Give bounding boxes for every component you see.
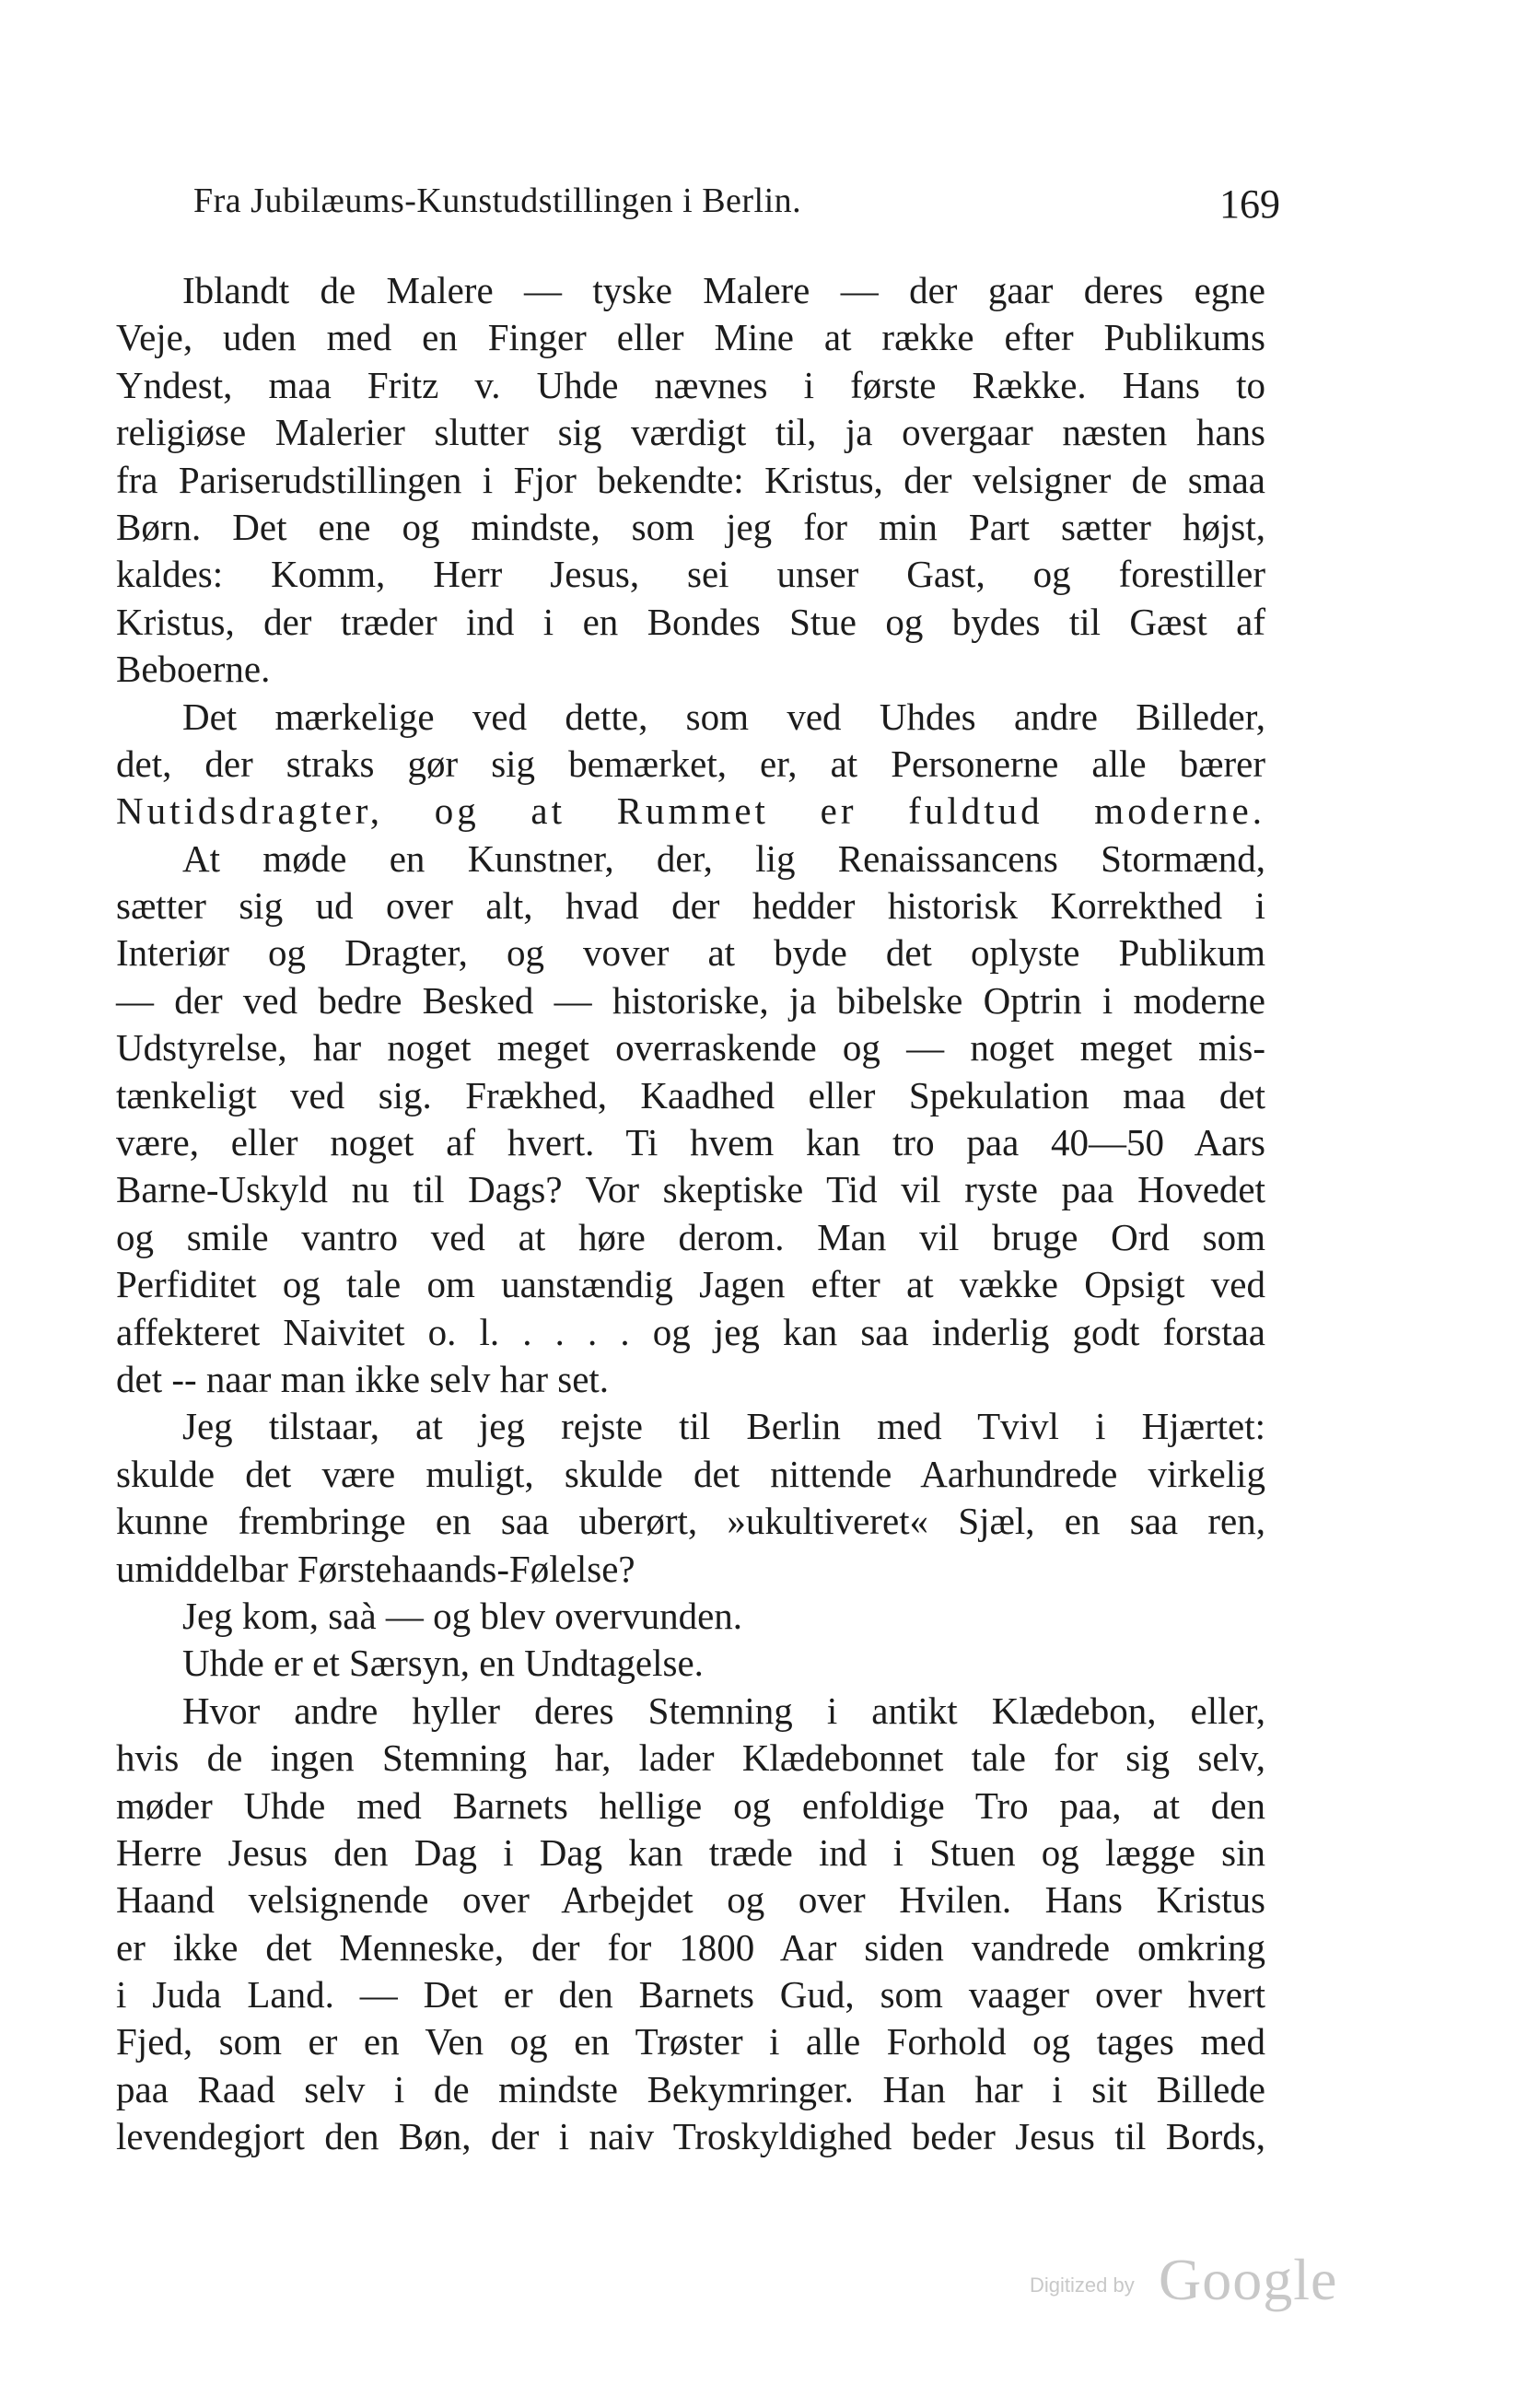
text-line: affekteret Naivitet o. l. . . . . og jeg kan saa inderlig godt forstaa [116,1310,1265,1353]
page-number: 169 [1219,181,1280,227]
text-line: Jeg kom, saà — og blev overvunden. [182,1594,743,1637]
text-line: skulde det være muligt, skulde det nittende Aarhundrede virkelig [116,1452,1265,1495]
text-line: At møde en Kunstner, der, lig Renaissancens Stormænd, [182,836,1265,880]
text-line: kunne frembringe en saa uberørt, »ukultiveret« Sjæl, en saa ren, [116,1500,1265,1543]
text-line: sætter sig ud over alt, hvad der hedder historisk Korrekthed i [116,884,1265,928]
text-line: Herre Jesus den Dag i Dag kan træde ind i Stuen og lægge sin [116,1830,1265,1874]
running-header [193,181,1280,236]
text-line: Iblandt de Malere — tyske Malere — der gaar deres egne [182,269,1265,311]
text-line: det -- naar man ikke selv har set. [116,1357,610,1400]
google-logo: Google [1159,2247,1338,2312]
text-line: Udstyrelse, har noget meget overraskende og — noget meget mis- [116,1026,1265,1070]
text-line: det, der straks gør sig bemærket, er, at Personerne alle bærer [116,742,1265,785]
text-line: umiddelbar Førstehaands-Følelse? [116,1547,635,1590]
text-line: — der ved bedre Besked — historiske, ja bibelske Optrin i moderne [116,978,1265,1022]
text-line: paa Raad selv i de mindste Bekymringer. Han har i sit Billede [116,2067,1265,2110]
text-line: Barne-Uskyld nu til Dags? Vor skeptiske Tid vil ryste paa Hovedet [116,1168,1265,1211]
digitized-label: Digitized by [1030,2274,1135,2297]
text-line: Jeg tilstaar, at jeg rejste til Berlin med Tvivl i Hjærtet: [182,1405,1265,1448]
body-text [116,267,1265,2161]
text-line: Kristus, der træder ind i en Bondes Stue og bydes til Gæst af [116,600,1265,643]
text-line: møder Uhde med Barnets hellige og enfoldige Tro paa, at den [116,1783,1265,1827]
running-title: Fra Jubilæums-Kunstudstillingen i Berlin. [193,181,802,220]
text-line: Perfiditet og tale om uanstændig Jagen efter at vække Opsigt ved [116,1263,1265,1306]
text-line: Hvor andre hyller deres Stemning i antikt Klædebon, eller, [182,1689,1265,1732]
text-line: Yndest, maa Fritz v. Uhde nævnes i første Række. Hans to [116,363,1265,406]
text-line: være, eller noget af hvert. Ti hvem kan tro paa 40—50 Aars [116,1121,1265,1164]
text-line: Nutidsdragter, og at Rummet er fuldtud moderne. [116,789,1265,833]
text-line: levendegjort den Bøn, der i naiv Troskyldighed beder Jesus til Bords, [116,2115,1265,2158]
text-line: Fjed, som er en Ven og en Trøster i alle Forhold og tages med [116,2020,1265,2063]
text-line: i Juda Land. — Det er den Barnets Gud, som vaager over hvert [116,1973,1265,2016]
text-line: tænkeligt ved sig. Frækhed, Kaadhed eller Spekulation maa det [116,1073,1265,1116]
text-line: Uhde er et Særsyn, en Undtagelse. [182,1642,704,1685]
text-line: Det mærkelige ved dette, som ved Uhdes andre Billeder, [182,695,1265,738]
text-line: Veje, uden med en Finger eller Mine at række efter Publikums [116,316,1265,359]
text-line: Beboerne. [116,648,271,691]
text-line: og smile vantro ved at høre derom. Man vil bruge Ord som [116,1215,1265,1258]
text-line: er ikke det Menneske, der for 1800 Aar siden vandrede omkring [116,1925,1265,1969]
text-line: Børn. Det ene og mindste, som jeg for min Part sætter højst, [116,505,1265,548]
text-line: Interiør og Dragter, og vover at byde det oplyste Publikum [116,931,1265,975]
text-line: Haand velsignende over Arbejdet og over Hvilen. Hans Kristus [116,1878,1265,1922]
text-line: fra Pariserudstillingen i Fjor bekendte: Kristus, der velsigner de smaa [116,458,1265,501]
text-line: hvis de ingen Stemning har, lader Klædebonnet tale for sig selv, [116,1736,1265,1780]
text-line: kaldes: Komm, Herr Jesus, sei unser Gast, og forestiller [116,553,1265,596]
digitized-watermark [1030,2246,1343,2320]
text-line: religiøse Malerier slutter sig værdigt til, ja overgaar næsten hans [116,411,1265,454]
